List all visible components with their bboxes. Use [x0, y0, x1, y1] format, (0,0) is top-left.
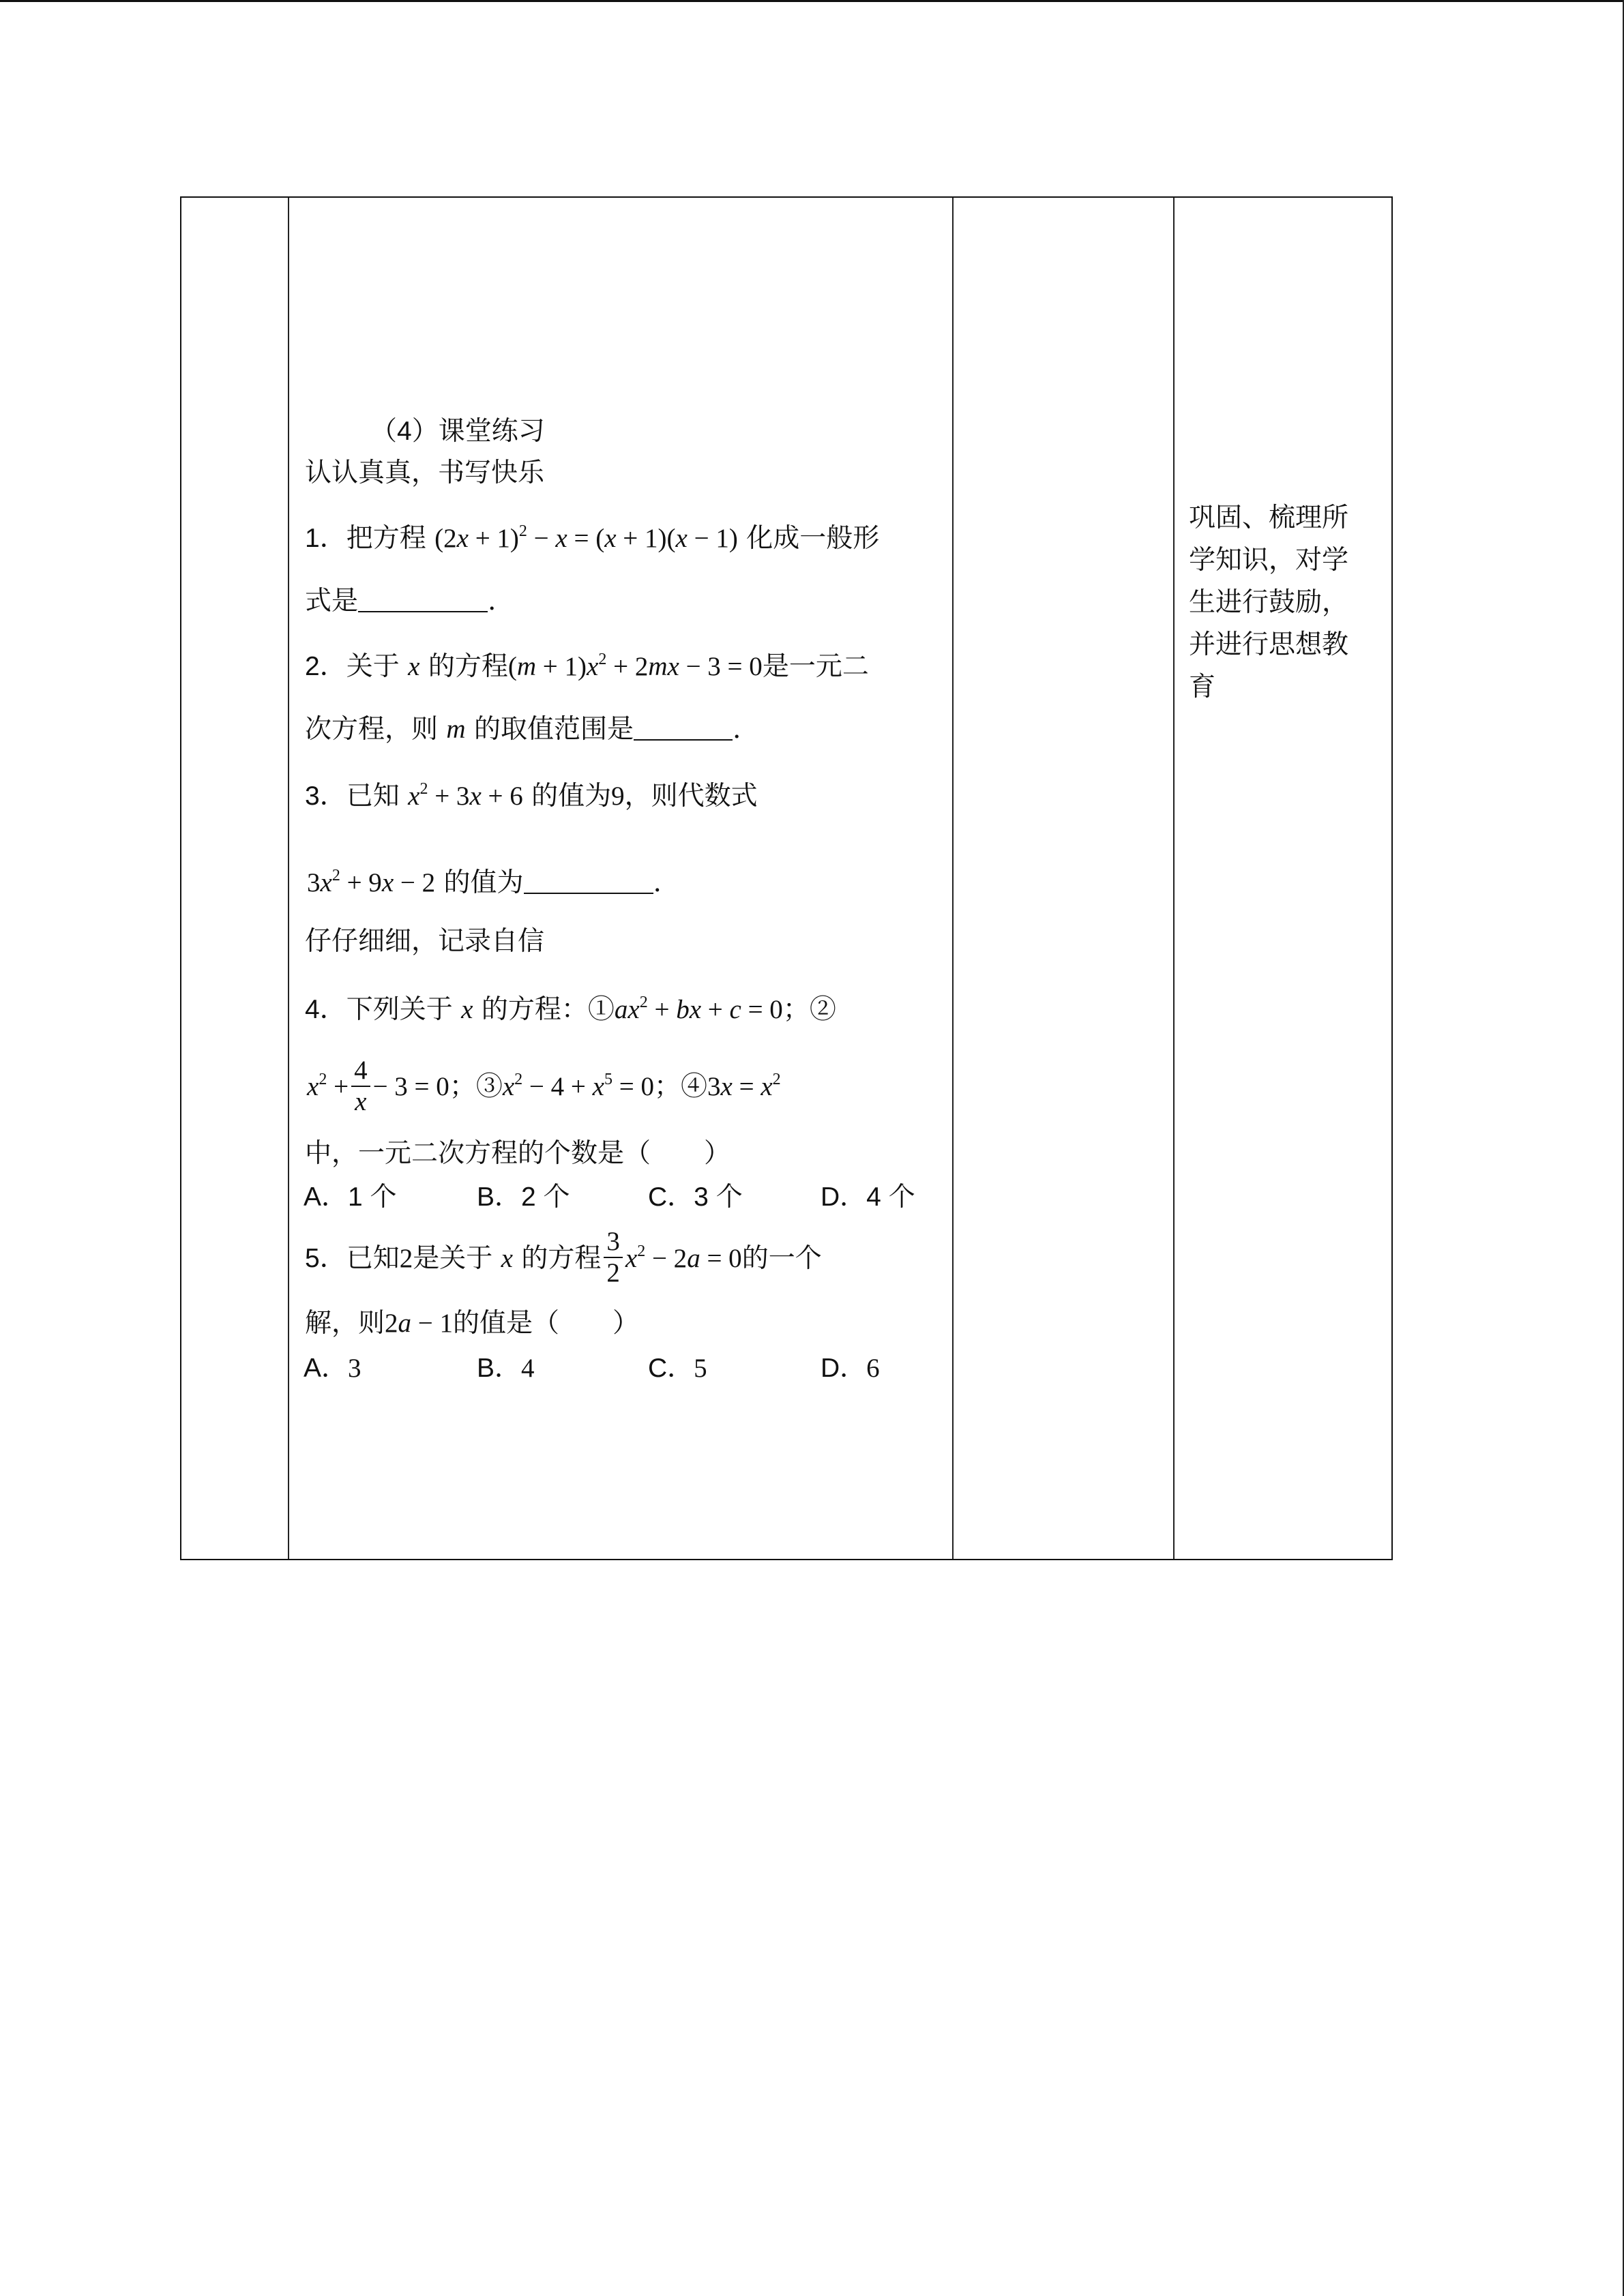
q4-eq4: $3x = x^2$	[707, 1071, 781, 1101]
question-4-line-1: 4．下列关于 x 的方程：$①ax^2$ + bx + c = 0；②	[305, 994, 836, 1025]
motto-1: 认认真真，书写快乐	[305, 458, 545, 488]
question-1-line-2: 式是 .	[305, 586, 497, 616]
section-heading: （4）课堂练习	[370, 417, 545, 446]
q3-math-2: $3x^2 + 9x - 2$	[307, 867, 436, 897]
column-divider-2	[952, 198, 954, 1559]
intent-line-4: 并进行思想教	[1189, 629, 1349, 660]
q5-option-a[interactable]: A．3	[304, 1354, 361, 1383]
answer-blank-2[interactable]	[634, 719, 733, 741]
q3-math-1: $x^2 + 3x + 6$	[408, 780, 523, 811]
intent-line-1: 巩固、梳理所	[1189, 503, 1349, 533]
motto-2: 仔仔细细，记录自信	[305, 926, 545, 957]
answer-blank-3[interactable]	[524, 872, 653, 894]
q4-eq1: $ax^2$ + bx + c = 0	[614, 994, 783, 1024]
intent-line-5: 育	[1189, 672, 1216, 702]
q5-option-d[interactable]: D．6	[821, 1354, 880, 1383]
question-3-line-2: $3x^2 + 9x - 2$ 的值为 .	[307, 867, 662, 898]
q4-option-a[interactable]: A．1 个	[304, 1182, 397, 1212]
q4-option-c[interactable]: C．3 个	[648, 1182, 743, 1212]
question-4-line-2: $x^2$ + $\frac{4}{x}$ − 3 = 0；$③x^2 - 4 + x^5 = 0$；④3x = $x^2$	[307, 1056, 781, 1117]
q5-math-2: 2a − 1	[385, 1309, 454, 1338]
question-2-line-1: 2．关于 x 的方程$(m + 1)x^2 + 2mx - 3 = 0$是一元二	[305, 651, 869, 682]
q4-eq3: $x^2 - 4 + x^5 = 0$	[502, 1071, 654, 1101]
q4-option-d[interactable]: D．4 个	[821, 1182, 915, 1212]
question-5-line-1: 5．已知2是关于 x 的方程 $\frac{3}{2}$ $x^2 - 2a = 0$的一个	[305, 1227, 822, 1287]
column-divider-1	[288, 198, 289, 1559]
q5-option-c[interactable]: C．5	[648, 1354, 707, 1383]
q1-math: $(2x + 1)^2 - x = (x + 1)(x - 1)$	[434, 522, 738, 553]
q5-fraction: $\frac{3}{2}$	[604, 1227, 623, 1288]
intent-line-2: 学知识，对学	[1189, 545, 1349, 576]
column-divider-3	[1173, 198, 1175, 1559]
question-2-line-2: 次方程，则 m 的取值范围是 .	[305, 714, 741, 745]
answer-blank-1[interactable]	[358, 591, 488, 612]
page-top-border	[0, 0, 1624, 2]
question-5-line-2: 解，则2a − 1的值是（ ）	[305, 1308, 640, 1339]
question-1-line-1: 1．把方程 $(2x + 1)^2 - x = (x + 1)(x - 1)$ 化成一般形	[305, 522, 880, 554]
question-4-line-3: 中，一元二次方程的个数是（ ）	[305, 1138, 731, 1169]
q5-option-b[interactable]: B．4	[477, 1354, 535, 1383]
q4-option-b[interactable]: B．2 个	[477, 1182, 570, 1212]
q5-math: $x^2 - 2a = 0$	[625, 1242, 742, 1273]
q4-eq2: $x^2$ + $\frac{4}{x}$ − 3 = 0	[307, 1056, 449, 1117]
question-3-line-1: 3．已知 $x^2 + 3x + 6$ 的值为9，则代数式	[305, 780, 758, 811]
q2-math: $(m + 1)x^2 + 2mx - 3 = 0$	[507, 651, 763, 681]
intent-line-3: 生进行鼓励，	[1189, 587, 1349, 618]
